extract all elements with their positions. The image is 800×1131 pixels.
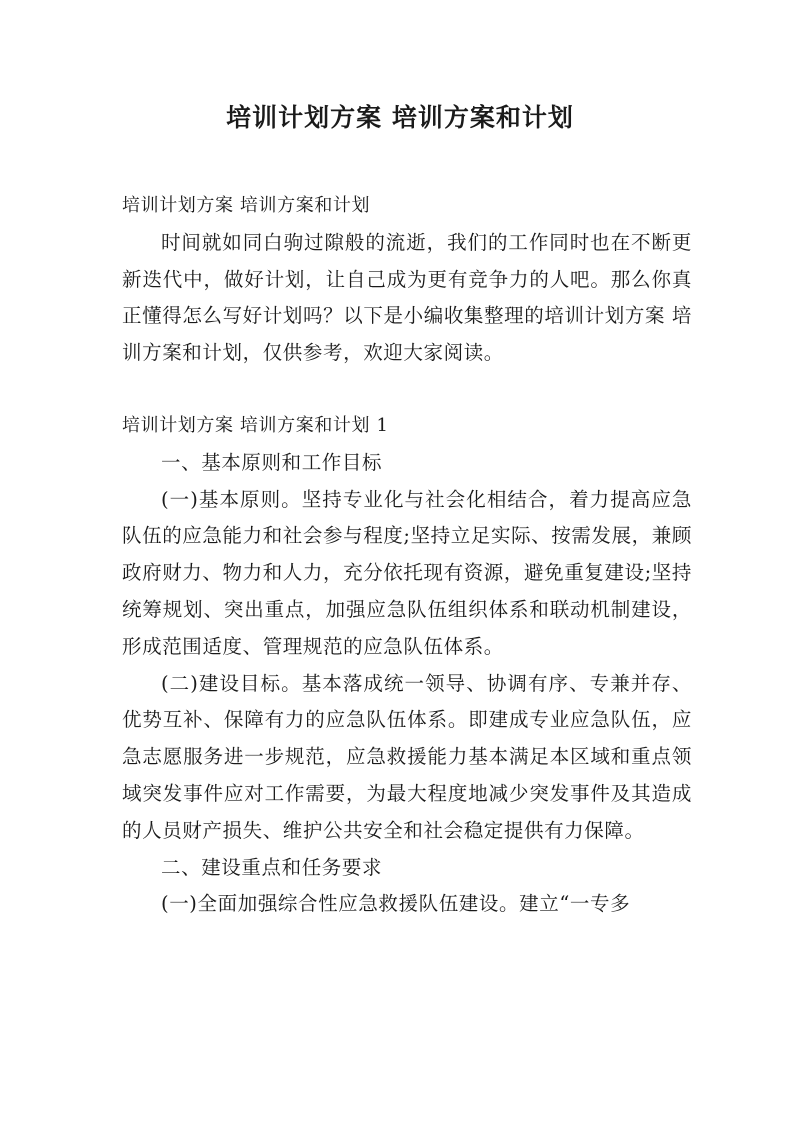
paragraph-gap bbox=[122, 372, 692, 408]
heading-construction-focus: 二、建设重点和任务要求 bbox=[161, 855, 383, 879]
paragraph-comprehensive-teams: (一)全面加强综合性应急救援队伍建设。建立“一专多 bbox=[161, 892, 631, 916]
intro-paragraph: 时间就如同白驹过隙般的流逝，我们的工作同时也在不断更新迭代中，做好计划，让自己成为更有竞争力的人吧。那么你真正懂得怎么写好计划吗？以下是小编收集整理的培训计划方案 培训方案和计划，仅供参考，欢迎大家阅读。 bbox=[122, 230, 692, 365]
subtitle-line: 培训计划方案 培训方案和计划 bbox=[122, 195, 371, 216]
heading-basic-principles: 一、基本原则和工作目标 bbox=[161, 450, 383, 474]
document-body bbox=[122, 188, 692, 923]
document-title: 培训计划方案 培训方案和计划 bbox=[226, 103, 574, 132]
paragraph-basic-principles: (一)基本原则。坚持专业化与社会化相结合，着力提高应急队伍的应急能力和社会参与程度;坚持立足实际、按需发展，兼顾政府财力、物力和人力，充分依托现有资源，避免重复建设;坚持统筹规划、突出重点，加强应急队伍组织体系和联动机制建设，形成范围适度、管理规范的应急队伍体系。 bbox=[122, 487, 692, 658]
section-title: 培训计划方案 培训方案和计划 1 bbox=[122, 414, 389, 436]
paragraph-construction-goals: (二)建设目标。基本落成统一领导、协调有序、专兼并存、优势互补、保障有力的应急队伍体系。即建成专业应急队伍，应急志愿服务进一步规范，应急救援能力基本满足本区域和重点领域突发事件应对工作需要，为最大程度地减少突发事件及其造成的人员财产损失、维护公共安全和社会稳定提供有力保障。 bbox=[122, 671, 692, 842]
